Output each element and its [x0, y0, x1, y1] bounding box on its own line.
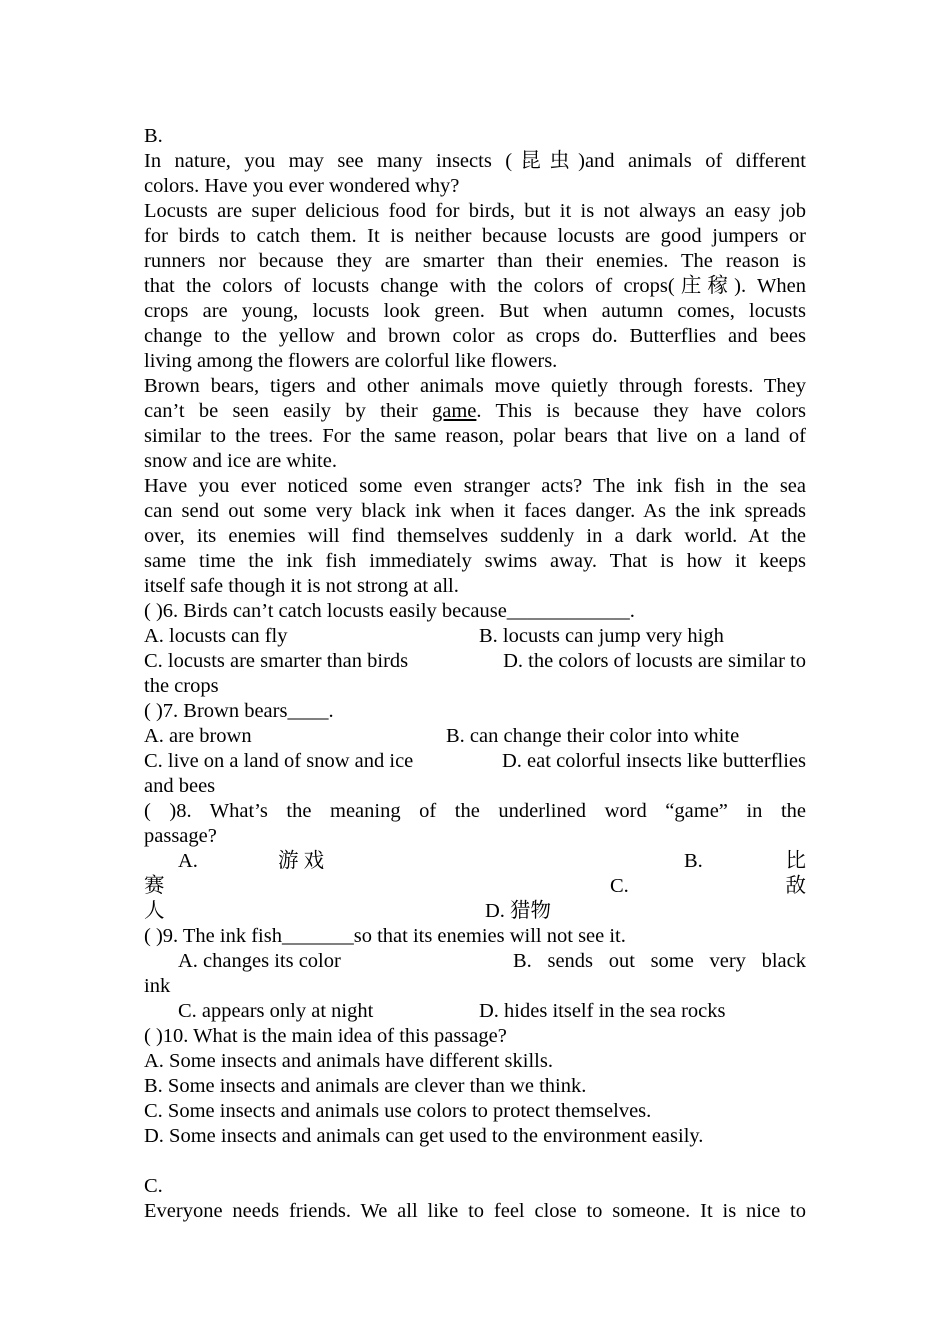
passage-line: similar to the trees. For the same reason, polar bears that live on a land of	[144, 425, 806, 447]
question-10-stem: ( )10. What is the main idea of this passage?	[144, 1025, 507, 1047]
passage-line: Have you ever noticed some even stranger acts? The ink fish in the sea	[144, 475, 806, 497]
blank-line	[144, 1149, 806, 1174]
option-d: D. eat colorful insects like butterflies	[502, 750, 806, 772]
option-b: B. Some insects and animals are clever than we think.	[144, 1075, 587, 1097]
option-d: D. hides itself in the sea rocks	[479, 1000, 726, 1022]
option-d-continued: and bees	[144, 775, 216, 797]
option-c-text-2: 人	[144, 900, 165, 922]
option-a: A. Some insects and animals have different skills.	[144, 1050, 553, 1072]
passage-line: living among the flowers are colorful like flowers.	[144, 350, 558, 372]
option-d-continued: the crops	[144, 675, 219, 697]
option-b: B. sends out some very black	[513, 950, 806, 972]
passage-line-game	[144, 399, 806, 424]
option-d: D. the colors of locusts are similar to	[503, 650, 806, 672]
option-b-text-2: 赛	[144, 875, 165, 897]
question-9-options-ab	[144, 949, 806, 974]
passage-line: change to the yellow and brown color as crops do. Butterflies and bees	[144, 325, 806, 347]
passage-line: crops are young, locusts look green. But when autumn comes, locusts	[144, 300, 806, 322]
option-c: C. Some insects and animals use colors to protect themselves.	[144, 1100, 652, 1122]
option-b-text-1: 比	[785, 850, 806, 872]
section-b-label: B.	[144, 125, 163, 147]
passage-line: can send out some very black ink when it faces danger. As the ink spreads	[144, 500, 806, 522]
section-c-label: C.	[144, 1175, 163, 1197]
question-8-stem-continued: passage?	[144, 825, 217, 847]
text-column	[144, 124, 806, 1224]
question-7-options-ab	[144, 724, 806, 749]
option-a: A. are brown	[144, 725, 252, 747]
question-8-options-row2	[144, 874, 806, 899]
question-9-options-cd	[144, 999, 806, 1024]
passage-line: same time the ink fish immediately swims away. That is how it keeps	[144, 550, 806, 572]
option-b: B. can change their color into white	[446, 725, 740, 747]
option-a: A. locusts can fly	[144, 625, 288, 647]
question-9-stem: ( )9. The ink fish_______so that its enemies will not see it.	[144, 925, 626, 947]
passage-line: Locusts are super delicious food for birds, but it is not always an easy job	[144, 200, 806, 222]
option-d: D. 猎物	[485, 900, 552, 922]
question-8-options-row3	[144, 899, 806, 924]
passage-line: itself safe though it is not strong at all.	[144, 575, 459, 597]
passage-line: Brown bears, tigers and other animals move quietly through forests. They	[144, 375, 806, 397]
question-7-options-cd	[144, 749, 806, 774]
game-line-post: . This is because they have colors	[476, 400, 806, 422]
option-a: A. changes its color	[178, 950, 341, 972]
passage-c-line: Everyone needs friends. We all like to feel close to someone. It is nice to	[144, 1200, 806, 1222]
option-c-text-1: 敌	[785, 875, 806, 897]
passage-line: for birds to catch them. It is neither because locusts are good jumpers or	[144, 225, 806, 247]
question-8-stem: ( )8. What’s the meaning of the underlined word “game” in the	[144, 800, 806, 822]
question-8-options-row1	[144, 849, 806, 874]
question-6-options-ab	[144, 624, 806, 649]
option-c: C. live on a land of snow and ice	[144, 750, 414, 772]
passage-line: that the colors of locusts change with the colors of crops(庄稼). When	[144, 275, 806, 297]
question-6-options-cd	[144, 649, 806, 674]
passage-line: colors. Have you ever wondered why?	[144, 175, 460, 197]
option-a-letter: A.	[178, 850, 198, 872]
passage-line: over, its enemies will find themselves suddenly in a dark world. At the	[144, 525, 806, 547]
question-6-stem: ( )6. Birds can’t catch locusts easily because____________.	[144, 600, 635, 622]
underlined-word-game: game	[432, 400, 477, 422]
passage-line: In nature, you may see many insects (昆虫)and animals of different	[144, 150, 806, 172]
passage-line: runners nor because they are smarter than their enemies. The reason is	[144, 250, 806, 272]
option-b-letter: B.	[684, 850, 703, 872]
passage-line: snow and ice are white.	[144, 450, 337, 472]
question-7-stem: ( )7. Brown bears____.	[144, 700, 334, 722]
option-d: D. Some insects and animals can get used to the environment easily.	[144, 1125, 704, 1147]
option-a-text: 游 戏	[278, 850, 325, 872]
option-b-continued: ink	[144, 975, 171, 997]
option-c: C. appears only at night	[178, 1000, 374, 1022]
option-b: B. locusts can jump very high	[479, 625, 724, 647]
game-line-pre: can’t be seen easily by their	[144, 400, 418, 422]
option-c: C. locusts are smarter than birds	[144, 650, 409, 672]
option-c-letter: C.	[610, 875, 629, 897]
